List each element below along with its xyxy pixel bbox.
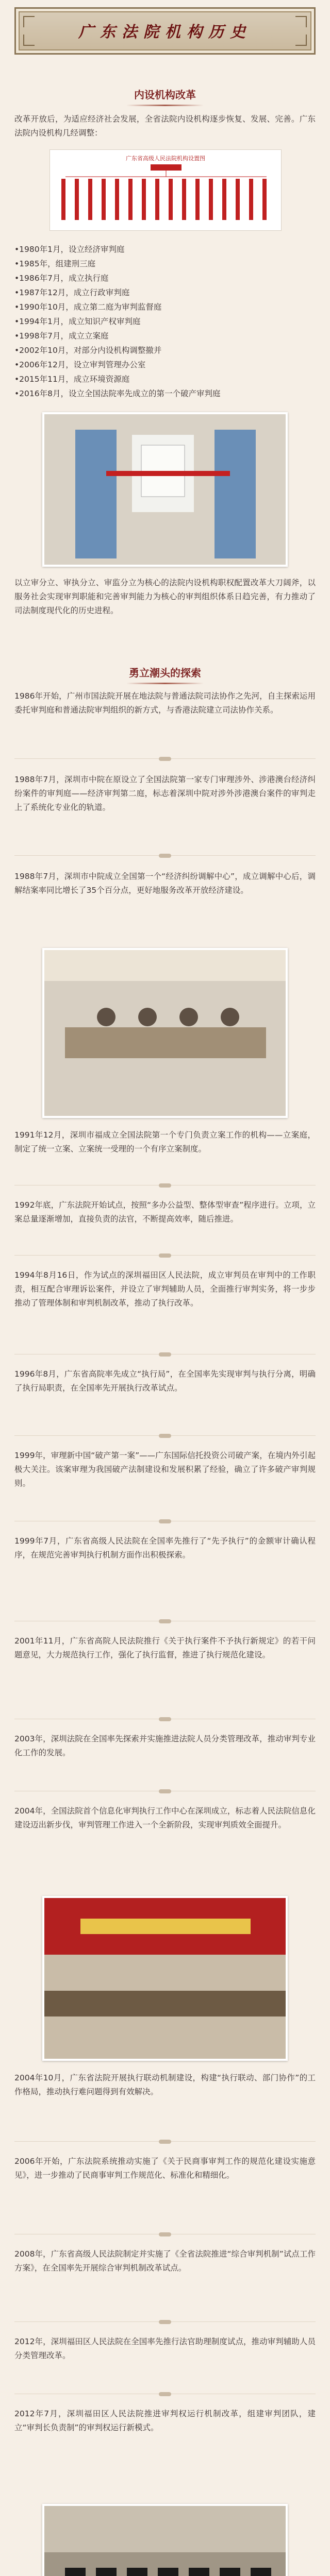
- paragraph-divider: [14, 1351, 316, 1358]
- paragraph-divider: [14, 2231, 316, 2238]
- photo-mediation-center: [42, 948, 288, 1118]
- explore-paragraph: 2004年，全国法院首个信息化审判执行工作中心在深圳成立，标志着人民法院信息化建设迈出新步伐，审判管理工作进入一个全新阶段，实现审判质效全面提升。: [14, 1806, 316, 1829]
- photo-conference: [42, 1896, 288, 2061]
- explore-paragraph: 1999年，审理新中国“破产第一案”——广东国际信托投资公司破产案，在境内外引起极大关注。该案审理为我国破产法制建设和发展积累了经验，确立了许多破产审判规则。: [14, 1451, 316, 1488]
- section-underline: [126, 683, 204, 684]
- explore-paragraph: 2003年，深圳法院在全国率先探索并实施推进法院人员分类管理改革，推动审判专业化工作的发展。: [14, 1734, 316, 1757]
- paragraph-divider: [14, 2391, 316, 2398]
- timeline-item: •1998年7月，成立立案庭: [14, 331, 109, 341]
- page-banner: [14, 7, 316, 55]
- reform-timeline: [14, 242, 316, 401]
- banner-corner-ornament: [295, 16, 307, 27]
- paragraph-divider: [14, 1432, 316, 1439]
- timeline-item: •1994年1月，成立知识产权审判庭: [14, 317, 141, 326]
- timeline-item: •1990年10月，成立第二庭为审判监督庭: [14, 302, 162, 312]
- org-chart-image: [50, 149, 282, 231]
- section-title-explore: [0, 665, 330, 684]
- explore-paragraph: 2012年，深圳福田区人民法院在全国率先推行法官助理制度试点，推动审判辅助人员分类管理改革。: [14, 2337, 316, 2360]
- reform-summary: 以立审分立、审执分立、审监分立为核心的法院内设机构职权配置改革大刀阔斧，以服务社会实现审判职能和完善审判能力为核心的审判组织体系日趋完善，有力推动了司法制度现代化的历史进程。: [14, 578, 316, 615]
- section-title-text: 内设机构改革: [134, 89, 196, 101]
- explore-paragraph: 1992年底，广东法院开始试点，按照“多办公益型、整体型审查”程序进行。立项，立案总量逐渐增加，直接负责的法官，不断提高效率，随后推进。: [14, 1200, 316, 1224]
- banner-corner-ornament: [23, 35, 35, 46]
- photo-placeholder: [44, 1898, 286, 2059]
- explore-paragraph: 1996年8月，广东省高院率先成立“执行局”，在全国率先实现审判与执行分离，明确了执行局职责，在全国率先开展执行改革试点。: [14, 1369, 316, 1393]
- photo-unveiling-ceremony: [42, 412, 288, 567]
- timeline-item: •1985年，组建刑三庭: [14, 259, 96, 268]
- photo-judges-group: [42, 2504, 288, 2576]
- paragraph-divider: [14, 1518, 316, 1525]
- page-title: 广东法院机构历史: [78, 23, 252, 41]
- explore-paragraph: 2012年7月，深圳福田区人民法院推进审判权运行机制改革，组建审判团队，建立“审判长负责制”的审判权运行新模式。: [14, 2409, 316, 2432]
- intro-paragraph: 改革开放后，为适应经济社会发展，全省法院内设机构逐步恢复、发展、完善。广东法院内设机构几经调整：: [14, 114, 316, 138]
- explore-paragraph: 1988年7月，深圳市中院在原设立了全国法院第一家专门审理涉外、涉港澳台经济纠纷案件的审判庭——经济审判第二庭，标志着深圳中院对涉外涉港澳台案件的审判走上了系统化专业化的轨道。: [14, 775, 316, 812]
- banner-corner-ornament: [23, 16, 35, 27]
- section-title-text: 勇立潮头的探索: [129, 667, 201, 679]
- explore-paragraph: 2008年，广东省高级人民法院制定并实施了《全省法院推进“综合审判机制”试点工作方案》，在全国率先开展综合审判机制改革试点。: [14, 2249, 316, 2273]
- explore-paragraph: 1999年7月，广东省高级人民法院在全国率先推行了“先予执行”的金额审计确认程序，在规范完善审判执行机制方面作出积极探索。: [14, 1536, 316, 1560]
- paragraph-divider: [14, 2318, 316, 2326]
- banner-corner-ornament: [295, 35, 307, 46]
- explore-paragraph: 2004年10月，广东省法院开展执行联动机制建设，构建“执行联动、部门协作”的工作格局，推动执行难问题得到有效解决。: [14, 2073, 316, 2096]
- section-title-reform: [0, 87, 330, 106]
- explore-paragraph: 1988年7月，深圳市中院成立全国第一个“经济纠纷调解中心”，成立调解中心后，调解结案率同比增长了35个百分点，更好地服务改革开放经济建设。: [14, 872, 316, 895]
- explore-paragraph: 1986年开始，广州市国法院开展在地法院与普通法院司法协作之先河，自主探索运用委托审判庭和普通法院审判组织的新方式，与香港法院建立司法协作关系。: [14, 691, 316, 715]
- timeline-item: •1986年7月，成立执行庭: [14, 274, 109, 283]
- org-chart-title: 广东省高级人民法院机构设置图: [126, 155, 205, 162]
- timeline-item: •2006年12月，设立审判管理办公室: [14, 360, 146, 369]
- paragraph-divider: [14, 755, 316, 762]
- explore-paragraph: 2001年11月，广东省高院人民法院推行《关于执行案件不予执行新规定》的若干问题意见，大力规范执行工作，强化了执行监督，推进了执行规范化建设。: [14, 1636, 316, 1659]
- section-underline: [126, 105, 204, 106]
- paragraph-divider: [14, 852, 316, 859]
- photo-placeholder: [44, 414, 286, 565]
- photo-placeholder: [44, 2506, 286, 2576]
- paragraph-divider: [14, 1182, 316, 1189]
- explore-paragraph: 2006年开始，广东法院系统推动实施了《关于民商事审判工作的规范化建设实施意见》，进一步推动了民商事审判工作规范化、标准化和精细化。: [14, 2157, 316, 2180]
- timeline-item: •1980年1月，设立经济审判庭: [14, 245, 125, 254]
- photo-placeholder: [44, 950, 286, 1116]
- explore-paragraph: 1994年8月16日，作为试点的深圳福田区人民法院，成立审判员在审判中的工作职责，相互配合审理诉讼案件，并设立了审判辅助人员，全面推行审判实务，将一步步推动了管理体制和审判机制改革，推动了执行改革。: [14, 1270, 316, 1308]
- org-chart-diagram: [50, 150, 282, 231]
- paragraph-divider: [14, 1716, 316, 1723]
- timeline-item: •1987年12月，成立行政审判庭: [14, 288, 130, 297]
- explore-paragraph: 1991年12月，深圳市福成立全国法院第一个专门负责立案工作的机构——立案庭，制定了统一立案、立案统一受理的一个有序立案制度。: [14, 1130, 316, 1154]
- timeline-item: •2016年8月，设立全国法院率先成立的第一个破产审判庭: [14, 389, 221, 398]
- paragraph-divider: [14, 1788, 316, 1795]
- paragraph-divider: [14, 1252, 316, 1259]
- timeline-item: •2002年10月，对部分内设机构调整撤并: [14, 346, 162, 355]
- paragraph-divider: [14, 1618, 316, 1625]
- timeline-item: •2015年11月，成立环境资源庭: [14, 375, 130, 384]
- paragraph-divider: [14, 2138, 316, 2145]
